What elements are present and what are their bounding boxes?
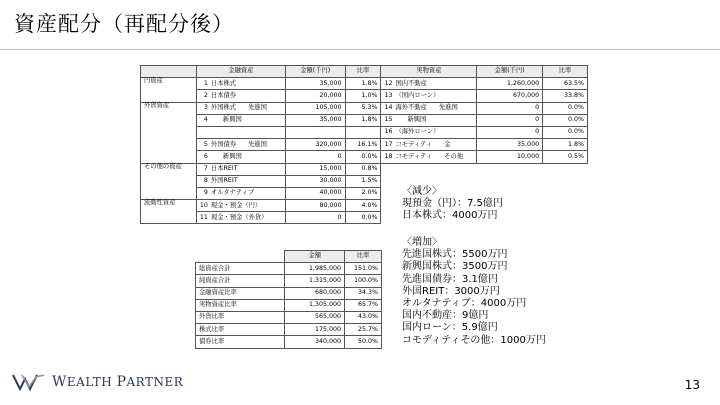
financial-asset-ratio: 0.0% bbox=[345, 151, 381, 163]
item-number: 10 bbox=[199, 201, 208, 209]
real-asset-name bbox=[381, 114, 477, 126]
real-asset-amount: 35,000 bbox=[477, 139, 543, 151]
summary-label: 総資産合計 bbox=[196, 263, 285, 275]
financial-asset-ratio: 1.5% bbox=[345, 175, 381, 187]
real-asset-ratio: 33.8% bbox=[543, 90, 588, 102]
decrease-item: 現預金（円）：7.5億円 bbox=[402, 198, 503, 210]
summary-ratio: 34.3% bbox=[345, 287, 382, 299]
real-asset-ratio: 0.0% bbox=[543, 102, 588, 114]
item-label: 現金・預金（円） bbox=[210, 201, 262, 209]
financial-asset-amount: 105,000 bbox=[285, 102, 345, 114]
real-asset-ratio: 0.5% bbox=[543, 151, 588, 163]
summary-row bbox=[196, 275, 382, 287]
increase-item: 先進国株式：5500万円 bbox=[402, 249, 508, 261]
financial-asset-ratio: 0.0% bbox=[345, 212, 381, 224]
item-sublabel: 新興国 bbox=[222, 116, 242, 124]
empty-cell bbox=[543, 200, 588, 212]
real-asset-name bbox=[381, 78, 477, 90]
summary-row bbox=[196, 336, 382, 348]
financial-asset-ratio: 1.0% bbox=[345, 90, 381, 102]
item-sublabel: 先進国 bbox=[248, 104, 267, 111]
financial-asset-name bbox=[196, 175, 285, 187]
summary-amount: 565,000 bbox=[285, 311, 345, 323]
summary-amount: 340,000 bbox=[285, 336, 345, 348]
table-row bbox=[141, 90, 588, 102]
financial-asset-ratio bbox=[345, 126, 381, 138]
financial-asset-name bbox=[196, 102, 285, 114]
summary-row bbox=[196, 287, 382, 299]
header-cell: 実物資産 bbox=[381, 66, 477, 78]
summary-amount: 1,985,000 bbox=[285, 263, 345, 275]
empty-cell bbox=[543, 163, 588, 175]
real-asset-ratio: 0.0% bbox=[543, 114, 588, 126]
financial-asset-ratio: 16.1% bbox=[345, 139, 381, 151]
summary-ratio: 43.0% bbox=[345, 311, 382, 323]
real-asset-name bbox=[381, 126, 477, 138]
item-label: 国内不動産 bbox=[395, 79, 427, 87]
financial-asset-amount: 0 bbox=[285, 151, 345, 163]
financial-asset-ratio: 1.8% bbox=[345, 78, 381, 90]
financial-asset-amount: 30,000 bbox=[285, 175, 345, 187]
decrease-notes bbox=[402, 186, 503, 223]
empty-cell bbox=[543, 187, 588, 199]
increase-item: 外国REIT：3000万円 bbox=[402, 285, 500, 297]
header-cell: 比率 bbox=[345, 251, 382, 263]
financial-asset-name bbox=[196, 187, 285, 199]
item-label: 外国REIT bbox=[210, 177, 238, 185]
table-row bbox=[141, 212, 588, 224]
table-row bbox=[141, 114, 588, 126]
table-row bbox=[141, 175, 588, 187]
summary-amount: 1,315,000 bbox=[285, 275, 345, 287]
title-divider bbox=[0, 49, 720, 50]
item-number: 5 bbox=[203, 140, 208, 148]
item-number: 4 bbox=[203, 116, 208, 124]
increase-item: 国内不動産：9億円 bbox=[402, 310, 489, 322]
page-title: 資産配分（再配分後） bbox=[14, 12, 234, 36]
real-asset-amount: 0 bbox=[477, 102, 543, 114]
real-asset-amount: 1,260,000 bbox=[477, 78, 543, 90]
item-number: 7 bbox=[203, 164, 208, 172]
empty-cell bbox=[543, 175, 588, 187]
financial-asset-amount: 0 bbox=[285, 212, 345, 224]
summary-ratio: 25.7% bbox=[345, 324, 382, 336]
category-cell: 円資産 bbox=[141, 78, 197, 102]
financial-asset-name bbox=[196, 114, 285, 126]
item-sublabel: 先進国 bbox=[438, 104, 458, 111]
item-sublabel: 先進国 bbox=[248, 140, 267, 148]
increase-item: 国内ローン：5.9億円 bbox=[402, 322, 498, 334]
summary-amount: 1,305,000 bbox=[285, 299, 345, 311]
summary-table bbox=[195, 250, 382, 349]
item-label: 日本株式 bbox=[210, 79, 237, 87]
financial-asset-name bbox=[196, 212, 285, 224]
item-label: 日本債券 bbox=[210, 91, 237, 99]
summary-ratio: 65.7% bbox=[345, 299, 382, 311]
header-cell bbox=[196, 251, 285, 263]
financial-asset-amount: 80,000 bbox=[285, 200, 345, 212]
summary-amount: 680,000 bbox=[285, 287, 345, 299]
page-number: 13 bbox=[684, 378, 700, 392]
item-number: 16 bbox=[384, 128, 393, 136]
financial-asset-amount: 40,000 bbox=[285, 187, 345, 199]
financial-asset-amount: 35,000 bbox=[285, 114, 345, 126]
summary-row bbox=[196, 263, 382, 275]
financial-asset-name bbox=[196, 200, 285, 212]
financial-asset-ratio: 2.0% bbox=[345, 187, 381, 199]
increase-heading: 〈増加〉 bbox=[402, 237, 442, 248]
asset-allocation-table bbox=[140, 65, 588, 224]
header-cell: 金額(千円) bbox=[285, 66, 345, 78]
item-label: 日本REIT bbox=[210, 164, 238, 172]
summary-row bbox=[196, 324, 382, 336]
real-asset-amount: 0 bbox=[477, 114, 543, 126]
financial-asset-name bbox=[196, 90, 285, 102]
header-cell: 金額 bbox=[285, 251, 345, 263]
financial-asset-name bbox=[196, 126, 285, 138]
item-number: 15 bbox=[384, 116, 393, 124]
summary-label: 株式比率 bbox=[196, 324, 285, 336]
item-label: （国内ローン） bbox=[395, 91, 440, 99]
summary-label: 実物資産比率 bbox=[196, 299, 285, 311]
item-label: 現金・預金（外貨） bbox=[210, 213, 268, 221]
financial-asset-amount: 15,000 bbox=[285, 163, 345, 175]
table-row bbox=[141, 126, 588, 138]
table-row bbox=[141, 163, 588, 175]
category-cell: その他の資産 bbox=[141, 163, 197, 200]
real-asset-amount: 0 bbox=[477, 126, 543, 138]
real-asset-ratio: 63.5% bbox=[543, 78, 588, 90]
item-number: 18 bbox=[384, 152, 393, 160]
summary-row bbox=[196, 311, 382, 323]
table-row bbox=[141, 139, 588, 151]
category-cell: 外貨資産 bbox=[141, 102, 197, 163]
increase-item: 新興国株式：3500万円 bbox=[402, 261, 508, 273]
item-number: 3 bbox=[203, 104, 208, 111]
summary-ratio: 100.0% bbox=[345, 275, 382, 287]
table-row bbox=[141, 151, 588, 163]
header-cell: 金額(千円) bbox=[477, 66, 543, 78]
real-asset-name bbox=[381, 139, 477, 151]
item-label: 外国債券 bbox=[210, 140, 237, 148]
item-sublabel: 新興国 bbox=[222, 152, 242, 160]
company-logo bbox=[12, 373, 183, 391]
header-cell: 比率 bbox=[345, 66, 381, 78]
header-cell bbox=[141, 66, 197, 78]
item-number: 6 bbox=[203, 152, 208, 160]
financial-asset-name bbox=[196, 78, 285, 90]
real-asset-name bbox=[381, 151, 477, 163]
summary-label: 純資産合計 bbox=[196, 275, 285, 287]
summary-ratio: 50.0% bbox=[345, 336, 382, 348]
decrease-heading: 〈減少〉 bbox=[402, 186, 442, 197]
increase-notes bbox=[402, 237, 546, 347]
item-label: コモディティ bbox=[395, 140, 433, 148]
empty-cell bbox=[543, 212, 588, 224]
financial-asset-amount bbox=[285, 126, 345, 138]
increase-item: コモディティその他：1000万円 bbox=[402, 334, 546, 346]
financial-asset-ratio: 1.8% bbox=[345, 114, 381, 126]
financial-asset-name bbox=[196, 163, 285, 175]
real-asset-ratio: 1.8% bbox=[543, 139, 588, 151]
financial-asset-ratio: 0.8% bbox=[345, 163, 381, 175]
empty-cell bbox=[477, 163, 543, 175]
summary-label: 金融資産比率 bbox=[196, 287, 285, 299]
item-label: 海外不動産 bbox=[395, 104, 427, 111]
logo-text: WEALTH PARTNER bbox=[52, 374, 184, 390]
item-number: 12 bbox=[384, 79, 393, 87]
financial-asset-ratio: 4.0% bbox=[345, 200, 381, 212]
item-label: コモディティ bbox=[395, 152, 433, 160]
financial-asset-amount: 35,000 bbox=[285, 78, 345, 90]
item-number: 1 bbox=[203, 79, 208, 87]
financial-asset-name bbox=[196, 139, 285, 151]
item-number: 11 bbox=[199, 213, 208, 221]
increase-item: オルタナティブ：4000万円 bbox=[402, 298, 527, 310]
item-number: 14 bbox=[384, 104, 393, 111]
financial-asset-amount: 20,000 bbox=[285, 90, 345, 102]
table-row bbox=[141, 187, 588, 199]
table-row bbox=[141, 200, 588, 212]
item-label: オルタナティブ bbox=[210, 189, 255, 197]
item-number: 17 bbox=[384, 140, 393, 148]
item-number: 13 bbox=[384, 91, 393, 99]
summary-row bbox=[196, 299, 382, 311]
table-row bbox=[141, 102, 588, 114]
summary-ratio: 151.0% bbox=[345, 263, 382, 275]
item-label: 外国株式 bbox=[210, 104, 237, 111]
item-sublabel: その他 bbox=[444, 152, 464, 160]
header-cell: 比率 bbox=[543, 66, 588, 78]
summary-label: 外貨比率 bbox=[196, 311, 285, 323]
decrease-item: 日本株式：4000万円 bbox=[402, 210, 498, 222]
empty-cell bbox=[381, 163, 477, 175]
wealth-partner-logo-icon bbox=[12, 373, 46, 391]
financial-asset-amount: 320,000 bbox=[285, 139, 345, 151]
financial-asset-ratio: 5.3% bbox=[345, 102, 381, 114]
item-number: 8 bbox=[203, 177, 208, 185]
real-asset-name bbox=[381, 90, 477, 102]
increase-item: 先進国債券：3.1億円 bbox=[402, 273, 498, 285]
category-cell: 流動性資産 bbox=[141, 200, 197, 224]
real-asset-name bbox=[381, 102, 477, 114]
financial-asset-name bbox=[196, 151, 285, 163]
table-row bbox=[141, 78, 588, 90]
summary-amount: 175,000 bbox=[285, 324, 345, 336]
item-number: 9 bbox=[203, 189, 208, 197]
header-cell: 金融資産 bbox=[196, 66, 285, 78]
real-asset-amount: 10,000 bbox=[477, 151, 543, 163]
item-sublabel: 金 bbox=[444, 140, 451, 148]
item-sublabel: 新興国 bbox=[407, 116, 427, 124]
real-asset-amount: 670,000 bbox=[477, 90, 543, 102]
item-number: 2 bbox=[203, 91, 208, 99]
summary-label: 債券比率 bbox=[196, 336, 285, 348]
item-label: （海外ローン） bbox=[395, 128, 440, 136]
real-asset-ratio: 0.0% bbox=[543, 126, 588, 138]
